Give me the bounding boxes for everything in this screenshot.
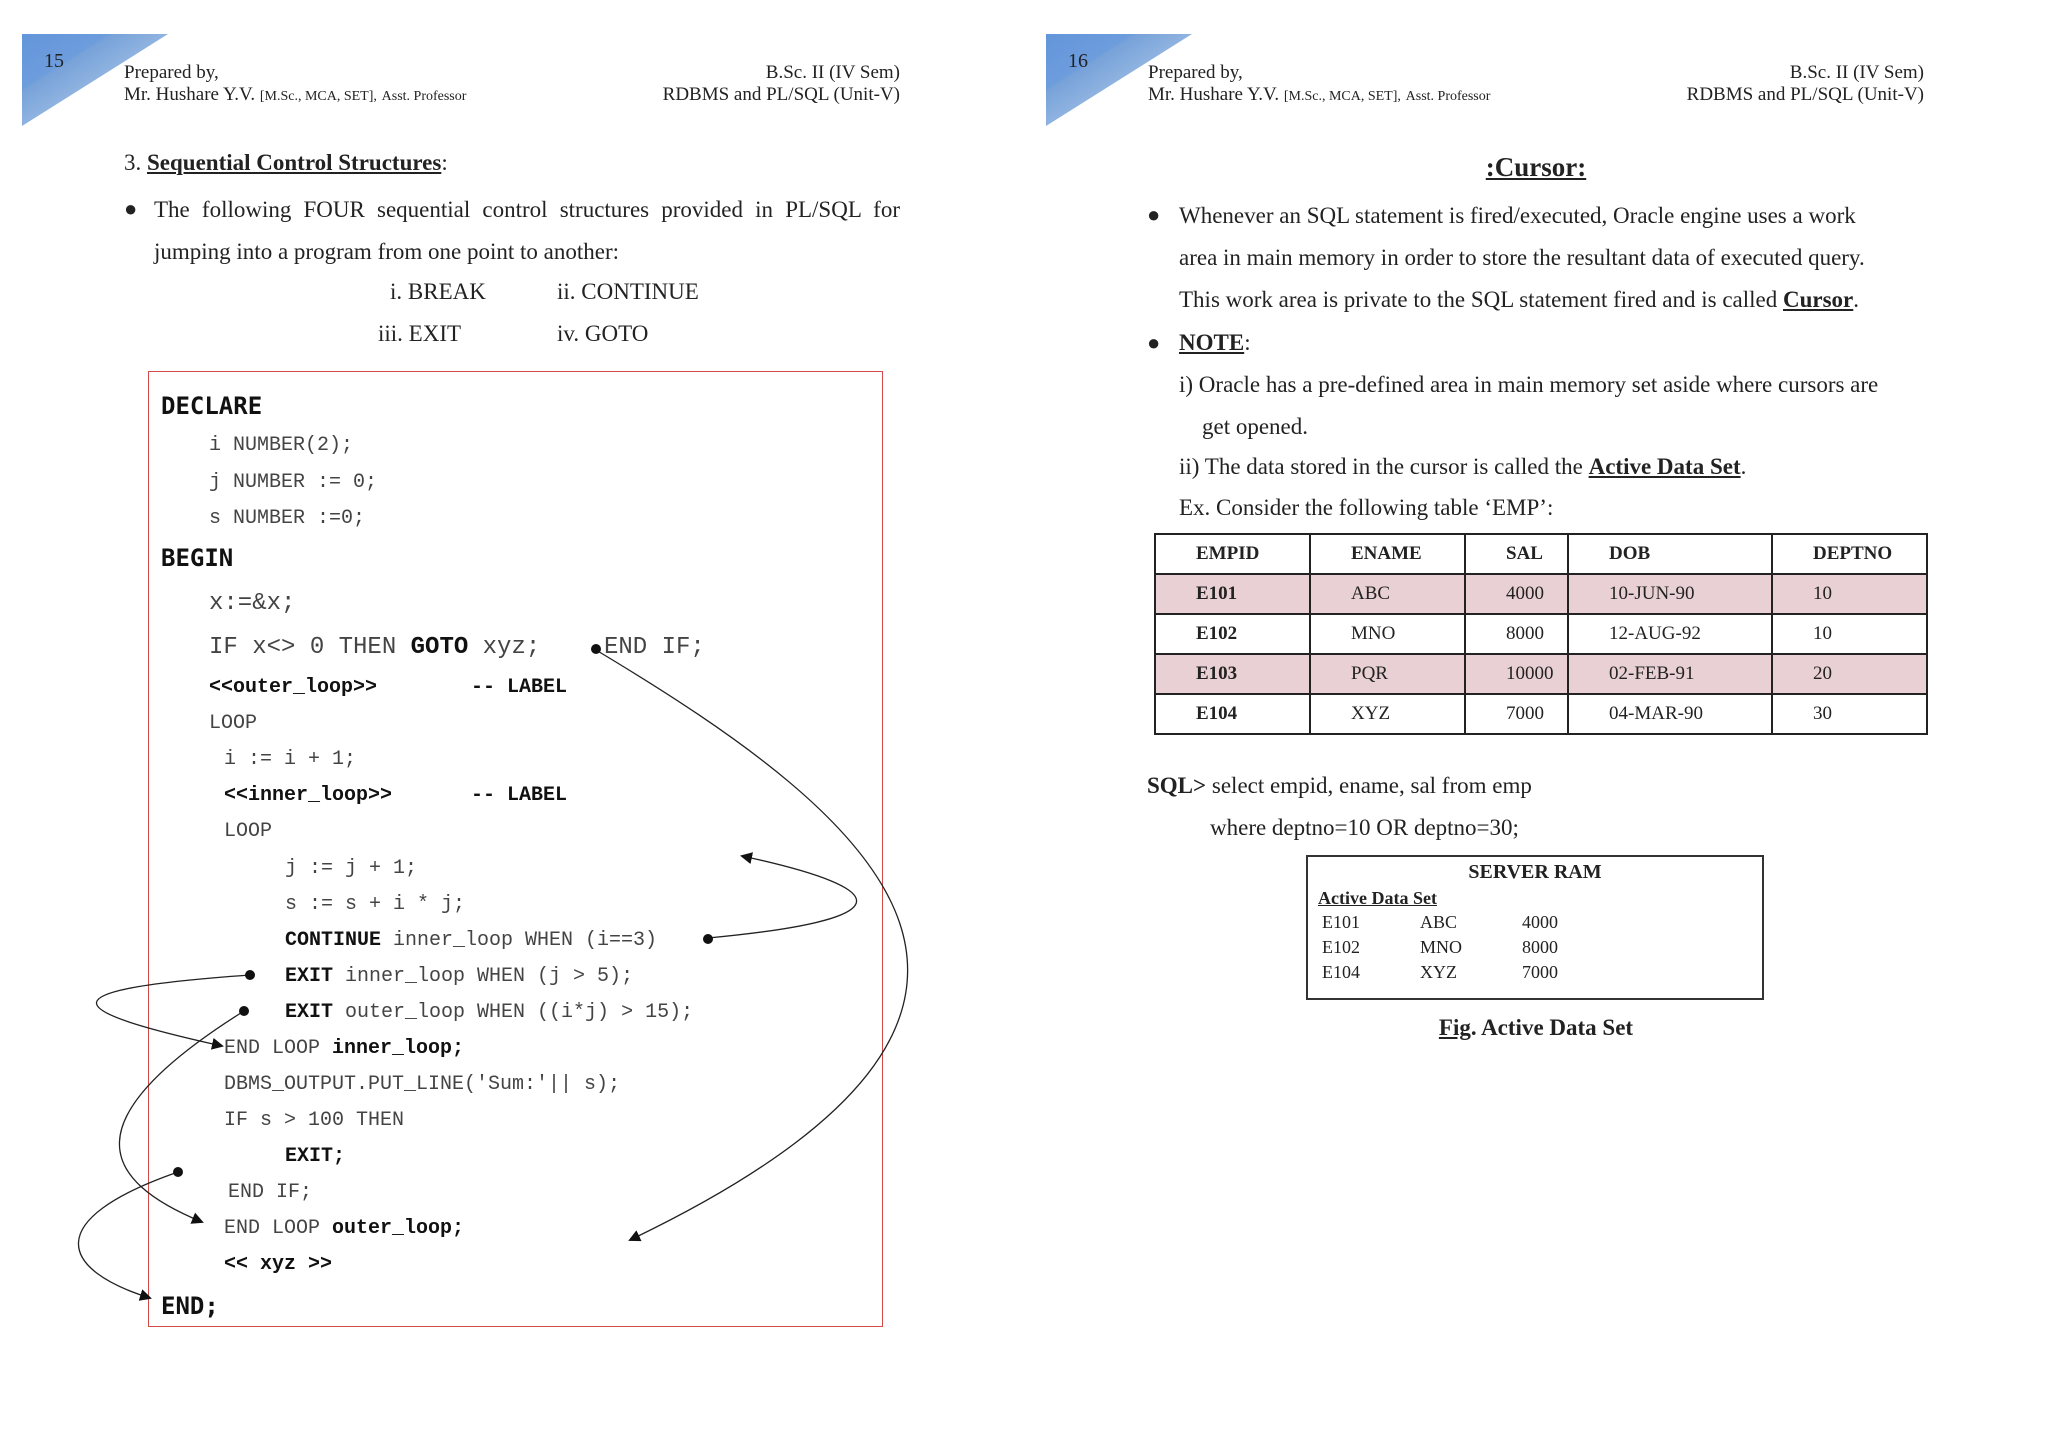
code-outer-label xyxy=(209,676,377,699)
period: . xyxy=(1740,454,1747,479)
structure-item-1: i. BREAK xyxy=(390,279,486,304)
table-cell: 7000 xyxy=(1465,694,1568,734)
table-header-row xyxy=(1155,534,1927,574)
figure-title: . Active Data Set xyxy=(1470,1015,1634,1040)
author-role: Asst. Professor xyxy=(381,89,467,104)
active-data-set-term: Active Data Set xyxy=(1588,454,1741,479)
example-text: Ex. Consider the following table ‘EMP’: xyxy=(1179,495,1554,520)
server-ram-box xyxy=(1306,855,1764,1000)
emp-table xyxy=(1154,533,1928,735)
table-cell: 10-JUN-90 xyxy=(1568,574,1772,614)
code-decl-i: i NUMBER(2); xyxy=(209,434,354,457)
code-xyz-label xyxy=(224,1253,332,1276)
cursor-para-line-2: area in main memory in order to store the resultant data of executed query. xyxy=(1179,245,1865,270)
figure-caption xyxy=(1024,1015,2048,1041)
table-cell: E101 xyxy=(1155,574,1310,614)
table-cell: 20 xyxy=(1772,654,1927,694)
header-author-block xyxy=(1148,62,1490,108)
end-loop-text-1: END LOOP xyxy=(224,1037,333,1060)
course: B.Sc. II (IV Sem) xyxy=(1789,62,1924,83)
bullet-icon: ● xyxy=(1147,330,1161,355)
end-loop-label-1: inner_loop; xyxy=(332,1037,465,1060)
header-author-block xyxy=(124,62,466,108)
sql-query-1: select empid, ename, sal from emp xyxy=(1206,773,1532,798)
col-header: ENAME xyxy=(1310,534,1465,574)
code-decl-s: s NUMBER :=0; xyxy=(209,507,366,530)
structure-item-2: ii. CONTINUE xyxy=(557,279,699,304)
continue-keyword: CONTINUE xyxy=(285,929,382,952)
ram-cell: E101 xyxy=(1322,912,1360,932)
ram-cell: ABC xyxy=(1420,912,1458,932)
table-row xyxy=(1155,614,1927,654)
author-quals: [M.Sc., MCA, SET], xyxy=(259,89,377,104)
note-label: NOTE xyxy=(1179,330,1245,355)
cursor-heading: :Cursor: xyxy=(1485,152,1587,182)
xyz-label: << xyz >> xyxy=(224,1253,333,1276)
inner-label: <<inner_loop>> xyxy=(224,784,393,807)
table-cell: 02-FEB-91 xyxy=(1568,654,1772,694)
continue-rest: inner_loop WHEN (i==3) xyxy=(381,929,658,952)
header-course-block xyxy=(663,62,900,106)
code-label-comment-2 xyxy=(471,784,567,807)
active-data-set-label: Active Data Set xyxy=(1318,888,1437,908)
exit-keyword-1: EXIT xyxy=(285,965,334,988)
cursor-para-line-1: Whenever an SQL statement is fired/executed, Oracle engine uses a work xyxy=(1179,203,1856,228)
col-header: DOB xyxy=(1568,534,1772,574)
col-header: SAL xyxy=(1465,534,1568,574)
code-inner-label xyxy=(224,784,392,807)
note-heading xyxy=(1179,322,1251,364)
course: B.Sc. II (IV Sem) xyxy=(765,62,900,83)
cursor-term: Cursor xyxy=(1783,287,1854,312)
code-label-comment-1 xyxy=(471,676,567,699)
table-cell: E103 xyxy=(1155,654,1310,694)
section-number: 3. xyxy=(124,150,142,175)
sql-line-1 xyxy=(1147,765,1532,807)
exit-keyword-3: EXIT; xyxy=(285,1145,346,1168)
author-name: Mr. Hushare Y.V. xyxy=(124,84,256,105)
page-number: 16 xyxy=(1068,50,1088,72)
table-row xyxy=(1155,694,1927,734)
ram-cell: 4000 xyxy=(1522,912,1558,932)
table-cell: ABC xyxy=(1310,574,1465,614)
col-header: EMPID xyxy=(1155,534,1310,574)
cursor-para-line-3 xyxy=(1179,279,1859,321)
exit-rest-1: inner_loop WHEN (j > 5); xyxy=(333,965,634,988)
note-colon: : xyxy=(1244,330,1251,355)
label-comment-2: -- LABEL xyxy=(471,784,568,807)
author-role: Asst. Professor xyxy=(1405,89,1491,104)
code-if-goto xyxy=(209,634,540,661)
code-continue xyxy=(285,929,657,952)
prepared-by: Prepared by, xyxy=(1148,62,1243,83)
table-cell: MNO xyxy=(1310,614,1465,654)
code-j-increment: j := j + 1; xyxy=(285,857,418,880)
ram-cell: E102 xyxy=(1322,937,1360,957)
col-header: DEPTNO xyxy=(1772,534,1927,574)
code-exit-3 xyxy=(285,1145,345,1168)
bullet-paragraph: The following FOUR sequential control structures provided in PL/SQL for jumping into a program from one point to another: xyxy=(154,197,900,264)
goto-target: xyz; xyxy=(468,634,541,661)
goto-keyword: GOTO xyxy=(410,634,469,661)
period: . xyxy=(1853,287,1860,312)
prepared-by: Prepared by, xyxy=(124,62,219,83)
outer-label: <<outer_loop>> xyxy=(209,676,378,699)
table-cell: 10 xyxy=(1772,574,1927,614)
table-cell: 10000 xyxy=(1465,654,1568,694)
ram-cell: XYZ xyxy=(1420,962,1457,982)
ram-cell: E104 xyxy=(1322,962,1360,982)
table-row xyxy=(1155,654,1927,694)
code-i-increment: i := i + 1; xyxy=(224,748,357,771)
code-s-calc: s := s + i * j; xyxy=(285,893,466,916)
subject: RDBMS and PL/SQL (Unit-V) xyxy=(1686,84,1924,105)
author-name: Mr. Hushare Y.V. xyxy=(1148,84,1280,105)
ram-cell: MNO xyxy=(1420,937,1463,957)
code-assign-x: x:=&x; xyxy=(209,590,296,617)
code-loop-1: LOOP xyxy=(209,712,258,735)
label-comment-1: -- LABEL xyxy=(471,676,568,699)
note-2 xyxy=(1179,446,1746,488)
server-ram-title: SERVER RAM xyxy=(1468,861,1602,883)
exit-rest-2: outer_loop WHEN ((i*j) > 15); xyxy=(333,1001,694,1024)
author-quals: [M.Sc., MCA, SET], xyxy=(1283,89,1401,104)
structure-item-4: iv. GOTO xyxy=(557,321,649,346)
author-line xyxy=(124,84,466,108)
sql-line-2: where deptno=10 OR deptno=30; xyxy=(1210,815,1519,840)
table-cell: 10 xyxy=(1772,614,1927,654)
table-cell: E104 xyxy=(1155,694,1310,734)
table-cell: 8000 xyxy=(1465,614,1568,654)
cursor-para-text: This work area is private to the SQL statement fired and is called xyxy=(1179,287,1783,312)
table-cell: 04-MAR-90 xyxy=(1568,694,1772,734)
note-1-line-1: i) Oracle has a pre-defined area in main memory set aside where cursors are xyxy=(1179,372,1879,397)
end-loop-label-2: outer_loop; xyxy=(332,1217,465,1240)
note-1-line-2: get opened. xyxy=(1202,414,1309,439)
code-if-s: IF s > 100 THEN xyxy=(224,1109,405,1132)
header-course-block xyxy=(1687,62,1924,106)
table-cell: E102 xyxy=(1155,614,1310,654)
table-cell: PQR xyxy=(1310,654,1465,694)
code-end xyxy=(161,1292,219,1321)
code-end-loop-outer xyxy=(224,1217,464,1240)
begin-keyword: BEGIN xyxy=(161,544,234,572)
sql-prompt: SQL> xyxy=(1147,773,1207,798)
structure-item-3: iii. EXIT xyxy=(378,321,462,346)
code-exit-outer xyxy=(285,1001,693,1024)
ram-cell: 7000 xyxy=(1522,962,1558,982)
code-declare xyxy=(161,392,262,421)
bullet-icon: ● xyxy=(124,196,138,221)
ram-cell: 8000 xyxy=(1522,937,1558,957)
code-exit-inner xyxy=(285,965,633,988)
code-end-if-2: END IF; xyxy=(228,1181,313,1204)
table-cell: 30 xyxy=(1772,694,1927,734)
table-cell: 4000 xyxy=(1465,574,1568,614)
code-decl-j: j NUMBER := 0; xyxy=(209,471,378,494)
subject: RDBMS and PL/SQL (Unit-V) xyxy=(662,84,900,105)
code-loop-2: LOOP xyxy=(224,820,273,843)
code-end-loop-inner xyxy=(224,1037,464,1060)
declare-keyword: DECLARE xyxy=(161,392,263,420)
section-heading xyxy=(124,150,448,176)
table-cell: XYZ xyxy=(1310,694,1465,734)
page-number: 15 xyxy=(44,50,64,72)
code-put-line: DBMS_OUTPUT.PUT_LINE('Sum:'|| s); xyxy=(224,1073,621,1096)
section-colon: : xyxy=(441,150,448,175)
author-line xyxy=(1148,84,1490,108)
section-title: Sequential Control Structures xyxy=(147,150,442,175)
table-row xyxy=(1155,574,1927,614)
note-2-text: ii) The data stored in the cursor is called the xyxy=(1179,454,1589,479)
code-begin xyxy=(161,544,233,573)
end-keyword: END; xyxy=(161,1292,219,1320)
table-cell: 12-AUG-92 xyxy=(1568,614,1772,654)
exit-keyword-2: EXIT xyxy=(285,1001,334,1024)
bullet-icon: ● xyxy=(1147,202,1161,227)
code-end-if-1: END IF; xyxy=(604,634,705,661)
if-prefix: IF x<> 0 THEN xyxy=(209,634,411,661)
figure-label: Fig xyxy=(1438,1015,1471,1040)
end-loop-text-2: END LOOP xyxy=(224,1217,333,1240)
